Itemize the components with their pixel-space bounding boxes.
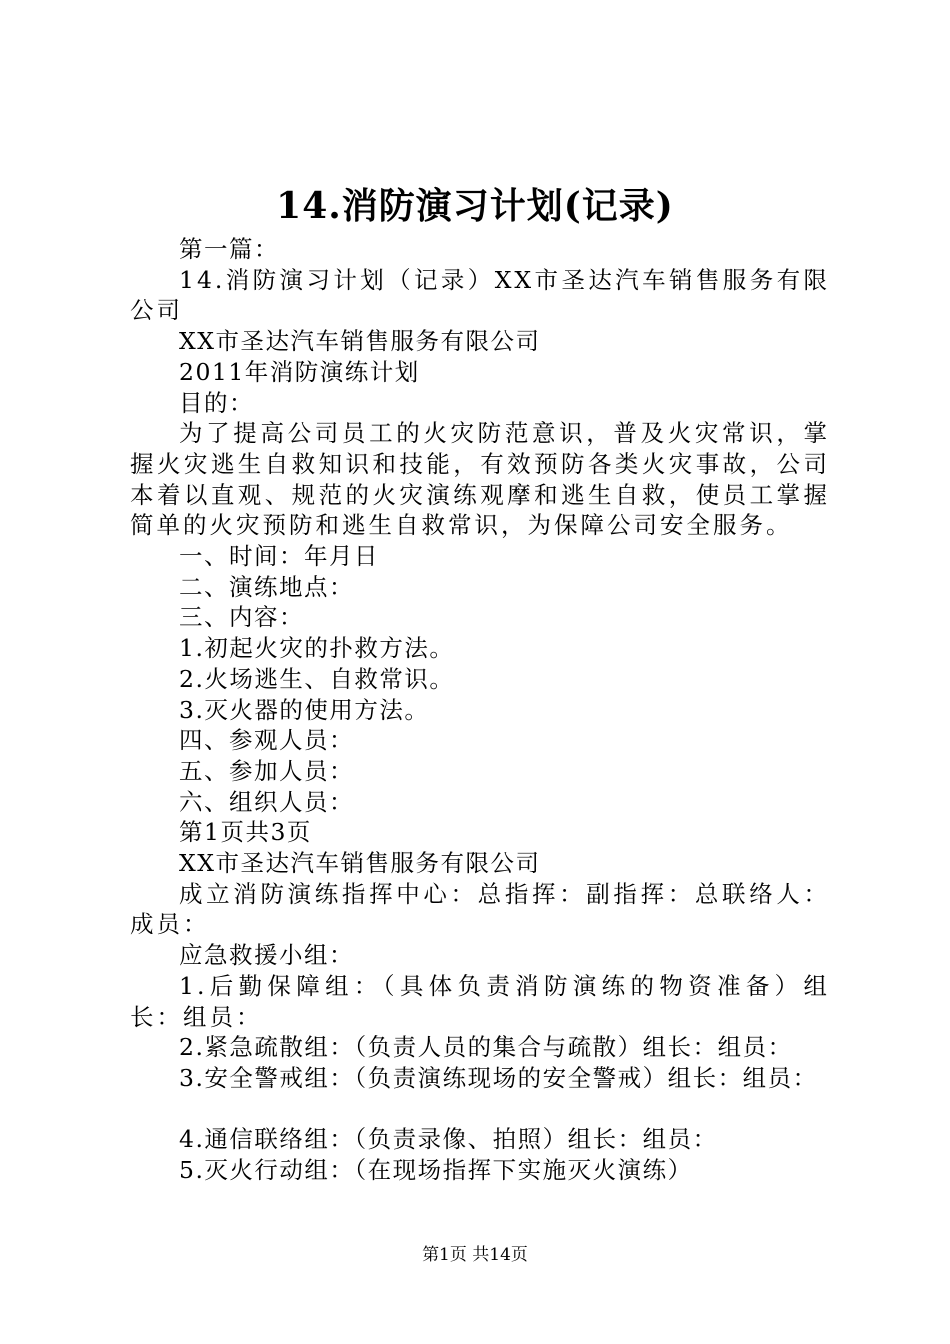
paragraph-purpose-text: 为了提高公司员工的火灾防范意识，普及火灾常识，掌握火灾逃生自救知识和技能，有效预防各类火灾事故，公司本着以直观、规范的火灾演练观摩和逃生自救，使员工掌握简单的火灾预防和逃生自救常识，为保障公司安全服务。 (130, 419, 830, 540)
paragraph-participants: 五、参加人员： (179, 756, 354, 785)
paragraph-content-item-3: 3.灭火器的使用方法。 (179, 695, 430, 724)
paragraph-company-name: XX市圣达汽车销售服务有限公司 (179, 327, 541, 356)
paragraph-organizers: 六、组织人员： (179, 787, 354, 816)
paragraph-content-item-1: 1.初起火灾的扑救方法。 (179, 634, 455, 663)
paragraph-company-name-2: XX市圣达汽车销售服务有限公司 (179, 849, 541, 878)
paragraph-observers: 四、参观人员： (179, 726, 354, 755)
paragraph-purpose-label: 目的： (179, 388, 254, 417)
paragraph-command-center: 成立消防演练指挥中心：总指挥：副指挥：总联络人：成员： (130, 879, 830, 939)
paragraph-inner-page-marker: 第1页共3页 (179, 818, 312, 847)
paragraph-time: 一、时间：年月日 (179, 542, 379, 571)
paragraph-evacuation-group: 2.紧急疏散组：（负责人员的集合与疏散）组长：组员： (179, 1033, 793, 1062)
paragraph-section-label: 第一篇： (179, 235, 279, 263)
document-body (130, 234, 830, 1186)
page-footer: 第1页 共14页 (422, 1245, 528, 1265)
paragraph-security-group: 3.安全警戒组：（负责演练现场的安全警戒）组长：组员： (179, 1063, 818, 1092)
paragraph-location: 二、演练地点： (179, 572, 354, 601)
paragraph-rescue-groups-label: 应急救援小组： (179, 941, 354, 970)
paragraph-firefighting-group: 5.灭火行动组：（在现场指挥下实施灭火演练） (179, 1156, 693, 1185)
paragraph-communication-group: 4.通信联络组：（负责录像、拍照）组长：组员： (179, 1125, 718, 1154)
paragraph-heading: 14.消防演习计划（记录）XX市圣达汽车销售服务有限公司 (130, 265, 830, 325)
document-title: 14.消防演习计划(记录) (276, 185, 674, 227)
paragraph-content-item-2: 2.火场逃生、自救常识。 (179, 664, 455, 693)
paragraph-plan-title: 2011年消防演练计划 (179, 357, 420, 386)
blank-line (130, 1094, 830, 1125)
paragraph-content-label: 三、内容： (179, 603, 304, 632)
paragraph-logistics-group: 1.后勤保障组：（具体负责消防演练的物资准备）组长：组员： (130, 971, 830, 1031)
